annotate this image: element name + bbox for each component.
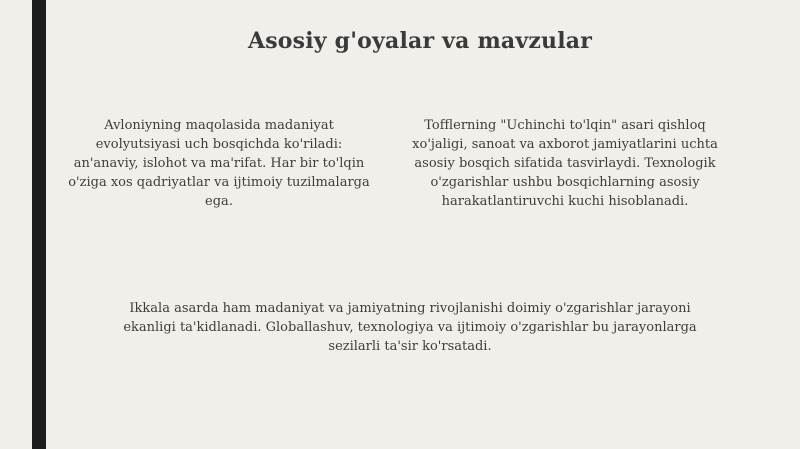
left-paragraph: Avloniyning maqolasida madaniyat evolyutsiyasi uch bosqichda ko'riladi: an'anaviy, islohot va ma'rifat. Har bir to'lqin o'ziga xos qadriyatlar va ijtimoiy tuzilmalarga ega. (68, 118, 370, 209)
slide-title: Asosiy g'oyalar va mavzular (247, 28, 593, 54)
accent-bar (32, 0, 46, 449)
right-paragraph: Tofflerning "Uchinchi to'lqin" asari qishloq xo'jaligi, sanoat va axborot jamiyatlarini uchta asosiy bosqich sifatida tasvirlaydi. Texnologik o'zgarishlar ushbu bosqichlarning asosiy harakatlantiruvchi kuchi hisoblanadi. (412, 118, 718, 209)
bottom-paragraph: Ikkala asarda ham madaniyat va jamiyatning rivojlanishi doimiy o'zgarishlar jarayoni ekanligi ta'kidlanadi. Globallashuv, texnologiya va ijtimoiy o'zgarishlar bu jarayonlarga sezilarli ta'sir ko'rsatadi. (123, 301, 697, 354)
